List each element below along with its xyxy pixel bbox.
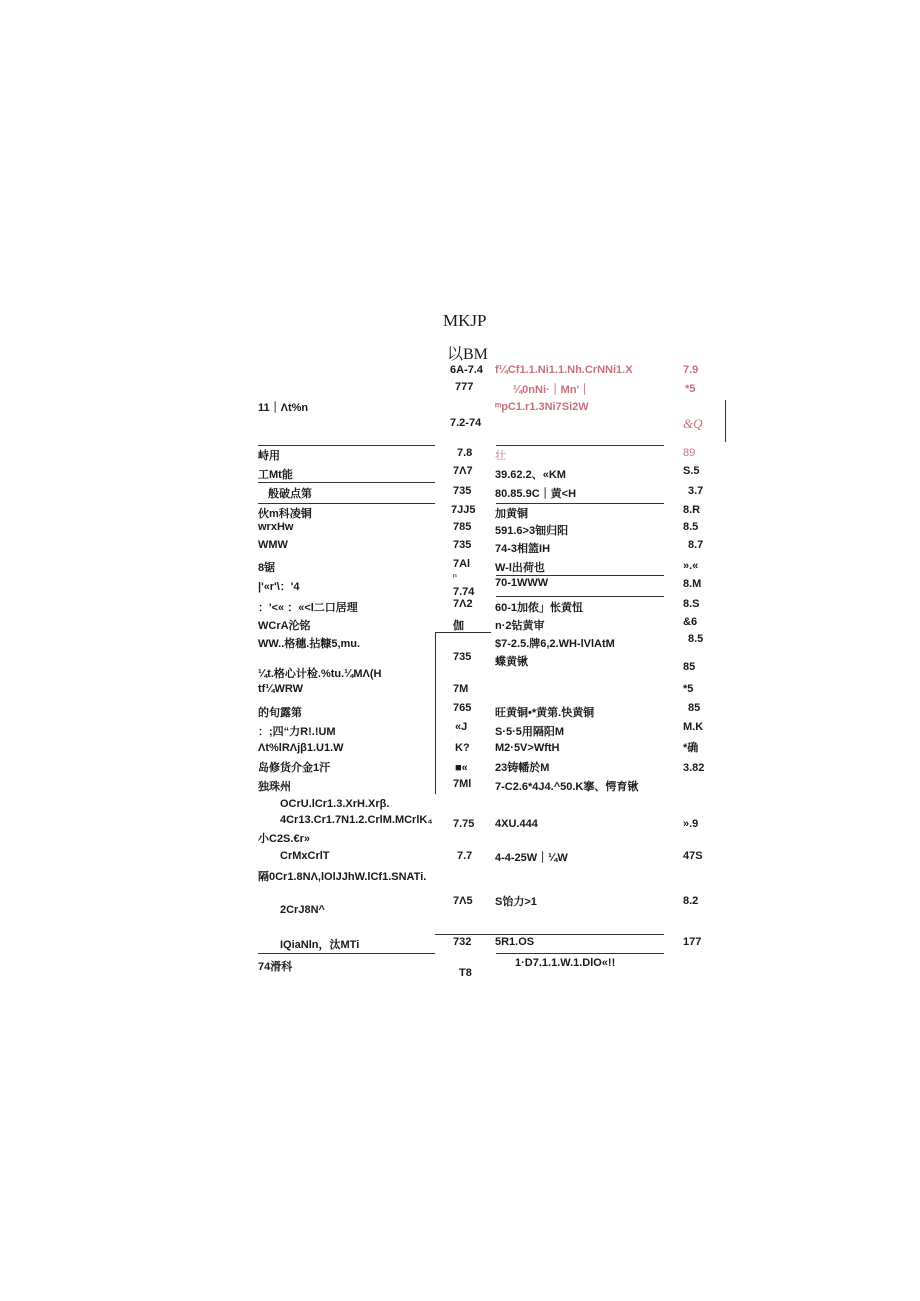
mid-cell: 7.8 [457,447,473,459]
right-cell: 1·D7.1.1.W.1.DlO«!! [515,957,616,969]
table-rule [258,503,435,504]
mid-cell: 7Λ2 [453,598,473,610]
left-cell: 4Cr13.Cr1.7N1.2.CrlM.MCrlK₄ [280,814,433,826]
left-cell: 小C2S.€r» [258,833,310,845]
mid-cell: 7Λ7 [453,465,473,477]
far-cell: &6 [683,616,698,628]
mid-cell: 伽 [453,620,464,632]
right-cell: 591.6>3钿归阳 [495,525,569,537]
left-cell: 的旬露第 [258,707,302,719]
mid-cell: 7M [453,683,469,695]
far-cell: S.5 [683,465,700,477]
right-cell: W-l出荷也 [495,562,545,574]
mid-cell: 735 [453,651,472,663]
right-cell: S·5·5用隔阳M [495,726,565,738]
left-cell: 74滑科 [258,961,293,973]
pink-row-text: ¼0nNi·｜Mn'｜ [513,384,591,396]
mid-cell: 7Ml [453,778,472,790]
left-cell: ：;四“力R!.!UM [258,726,336,738]
pink-row-text: f¼Cf1.1.Ni1.1.Nh.CrNNi1.X [495,364,633,376]
mid-cell: 735 [453,485,472,497]
left-cell: 2CrJ8N^ [280,904,325,916]
far-cell: 89 [683,447,696,459]
mid-header-value: 6A-7.4 [450,364,484,376]
left-cell: 般破点第 [268,488,312,500]
left-cell: 峙用 [258,450,280,462]
far-cell: 85 [683,661,696,673]
left-cell: WMW [258,539,288,551]
far-cell: 8.M [683,578,702,590]
right-cell: M2·5V>WftH [495,742,560,754]
left-cell: 11｜Λt%n [258,402,309,414]
mid-cell: «J [455,721,468,733]
page-title: MKJP [443,311,487,330]
left-cell: WCrA沦铭 [258,620,311,632]
right-cell: 5R1.OS [495,936,535,948]
pink-row-value: &Q [683,416,703,431]
table-rule [496,953,664,954]
pink-row-text: ᵐpC1.r1.3Ni7Si2W [495,401,589,413]
left-cell: ：'<« ：«<l二口居理 [258,602,358,614]
mid-cell: T8 [459,967,472,979]
left-cell: 独珠州 [258,781,291,793]
left-cell: WW..格穗.拈糠5,mu. [258,638,361,650]
mid-cell: 777 [455,381,474,393]
mid-cell: 7.74 [453,586,475,598]
right-cell: 39.62.2、«KM [495,469,566,481]
far-cell: 8.5 [688,633,704,645]
left-cell: OCrU.lCr1.3.XrH.Xrβ. [280,798,390,810]
left-cell: 隔0Cr1.8NΛ,lOlJJhW.lCf1.SNATi. [258,871,427,883]
far-cell: 177 [683,936,702,948]
mid-cell: K? [455,742,470,754]
far-cell: ».9 [683,818,699,830]
mid-cell: 732 [453,936,472,948]
table-rule [258,953,435,954]
right-cell: 蝶黄锹 [495,656,528,668]
right-cell: 7-C2.6*4J4.^50.K搴、愕育锹 [495,781,639,793]
pink-row-value: 7.9 [683,364,699,376]
right-cell: S饴力>1 [495,896,537,908]
far-cell: *5 [683,683,694,695]
table-rule [496,596,664,597]
right-cell: n·2钻黄审 [495,620,545,632]
table-rule [435,632,436,794]
mid-cell: 7Λ5 [453,895,473,907]
far-cell: 8.R [683,504,701,516]
table-rule [258,482,435,483]
mid-cell: 7JJ5 [451,504,476,516]
table-rule [258,445,435,446]
page-subtitle: 以BM [447,346,488,363]
left-cell: 伙m科凌铜 [258,508,312,520]
right-cell: 4-4-25W｜¼W [495,852,568,864]
right-cell: 70-1WWW [495,577,549,589]
mid-cell: 7.7 [457,850,473,862]
mid-cell: ʳ¹ [453,574,458,581]
left-cell: Λt%lRΛjβ1.U1.W [258,742,344,754]
right-cell: 60-1加侬」怅黄忸 [495,602,584,614]
far-cell: 47S [683,850,703,862]
right-cell: 80.85.9C｜黄<H [495,488,577,500]
table-rule [725,400,726,442]
left-cell: tf¼WRW [258,683,304,695]
right-cell: 旺黄铜•*黄第.快黄铜 [495,707,595,719]
far-cell: 8.S [683,598,700,610]
far-cell: 8.7 [688,539,704,551]
left-cell: CrMxCrlT [280,850,330,862]
mid-cell: 7Al [453,558,471,570]
right-cell: 加黄铜 [495,508,528,520]
far-cell: 3.7 [688,485,704,497]
far-cell: 8.2 [683,895,699,907]
mid-cell: 765 [453,702,472,714]
left-cell: IQiaNln，汰MTi [280,939,360,951]
far-cell: 3.82 [683,762,705,774]
mid-cell: 735 [453,539,472,551]
far-cell: *确 [683,742,699,754]
left-cell: ¼t.格心计检.%tu.¼MΛ(H [258,668,382,680]
left-cell: wrxHw [258,521,294,533]
far-cell: ».« [683,560,699,572]
right-cell: 壮 [495,450,506,462]
right-cell: 4XU.444 [495,818,538,830]
right-cell: 23铸幡於M [495,762,550,774]
left-cell: 工Mt能 [258,469,293,481]
far-cell: 85 [688,702,701,714]
left-cell: 8锯 [258,562,276,574]
mid-cell: 785 [453,521,472,533]
mid-cell: 7.75 [453,818,475,830]
left-cell: 岛修货介金1汗 [258,762,331,774]
right-cell: $7-2.5.牌6,2.WH-lVlAtM [495,638,615,650]
table-rule [496,445,664,446]
pink-row-value: *5 [685,383,696,395]
right-cell: 74-3相篮IH [495,543,551,555]
mid-cell: ■« [455,762,468,774]
mid-cell: 7.2-74 [450,417,482,429]
far-cell: M.K [683,721,704,733]
far-cell: 8.5 [683,521,699,533]
table-rule [496,503,664,504]
left-cell: |'«r'\：'4 [258,581,300,593]
